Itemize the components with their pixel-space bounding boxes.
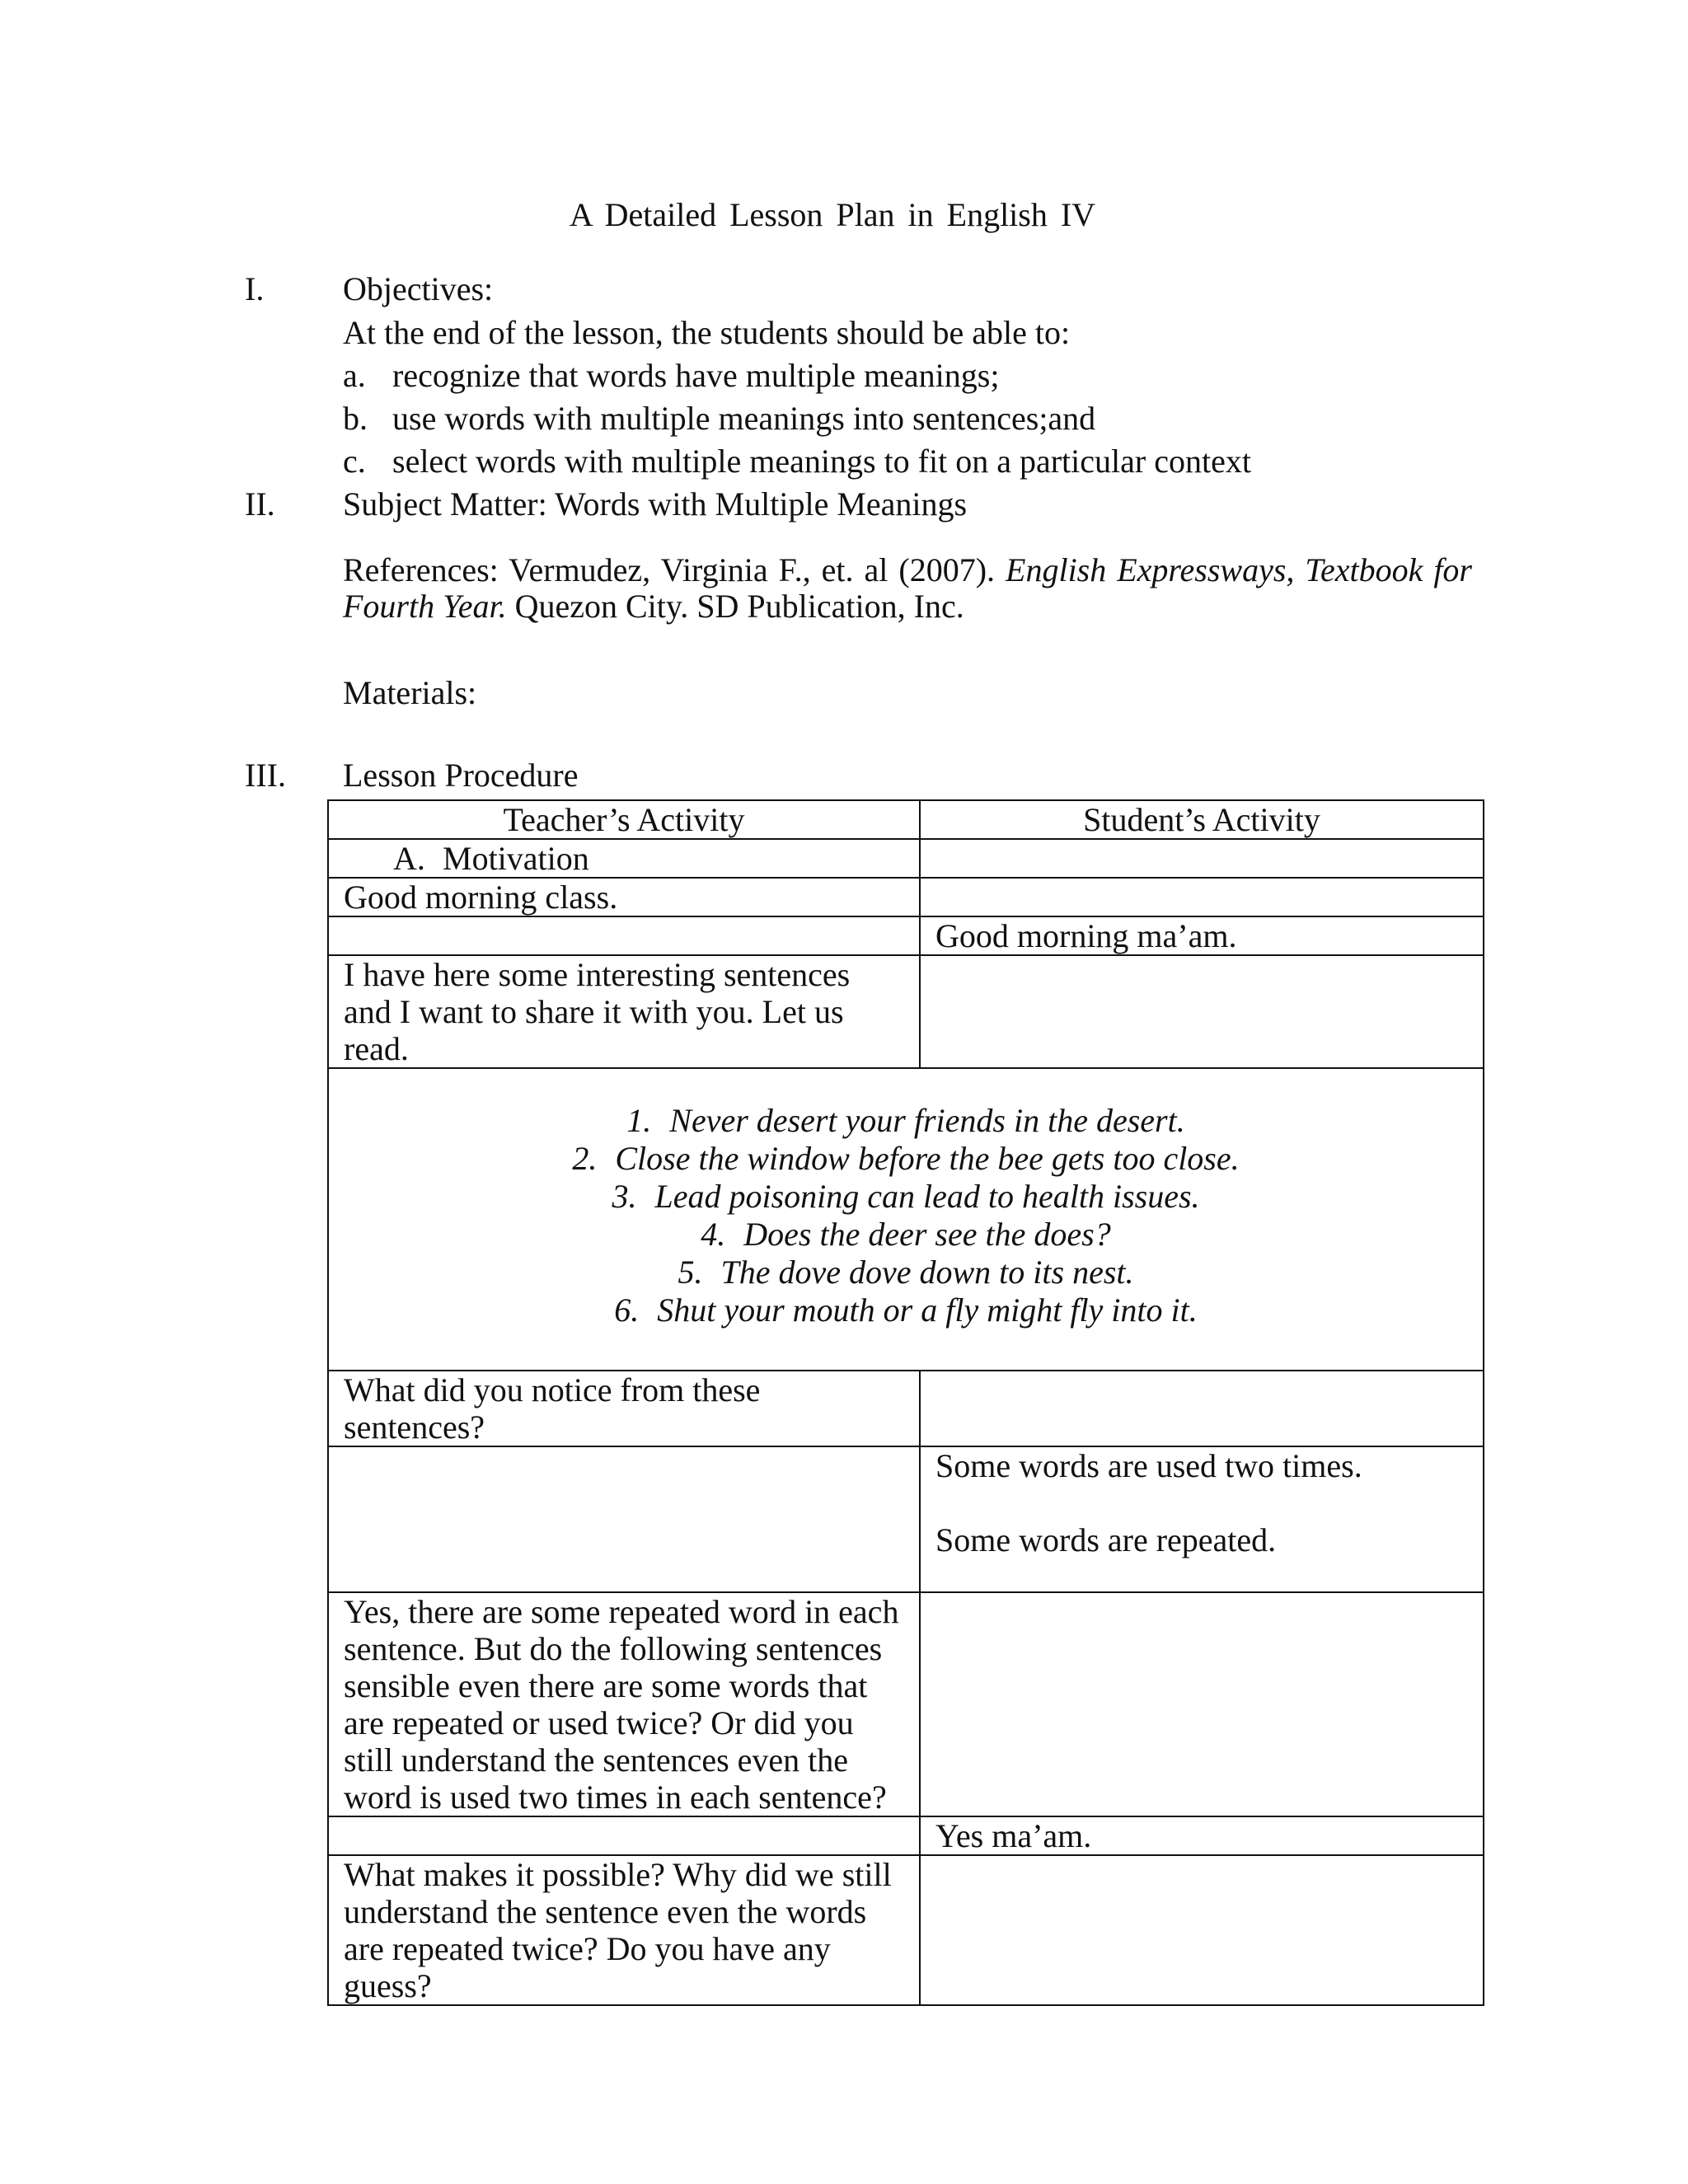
sentence-text: Lead poisoning can lead to health issues. [654, 1178, 1200, 1215]
example-sentence [344, 1291, 1468, 1329]
empty-cell [328, 916, 920, 955]
procedure-heading: Lesson Procedure [343, 757, 579, 794]
table-row [328, 1816, 1484, 1855]
teacher-cell: Good morning class. [328, 878, 920, 916]
student-cell: Good morning ma’am. [920, 916, 1484, 955]
sentence-text: Shut your mouth or a fly might fly into it. [657, 1291, 1198, 1329]
table-header-row [328, 800, 1484, 839]
references-suffix: Quezon City. SD Publication, Inc. [506, 588, 964, 625]
table-row [328, 1371, 1484, 1446]
table-row [328, 878, 1484, 916]
sentence-number: 6. [614, 1291, 640, 1329]
references-prefix: References: Vermudez, Virginia F., et. al (2007). [343, 551, 1006, 588]
section-numeral-procedure: III. [245, 757, 286, 794]
subject-matter-heading: Subject Matter: Words with Multiple Meanings [343, 485, 968, 523]
objective-letter: a. [343, 357, 366, 394]
references-text [343, 552, 1472, 625]
teacher-activity-header: Teacher’s Activity [328, 800, 920, 839]
teacher-cell: What makes it possible? Why did we still understand the sentence even the words are repeated twice? Do you have any guess? [328, 1855, 920, 2005]
objective-text: use words with multiple meanings into sentences;and [392, 400, 1096, 437]
lesson-procedure-table [327, 799, 1484, 2006]
page-title: A Detailed Lesson Plan in English IV [569, 196, 1096, 233]
student-answer: Some words are repeated. [935, 1521, 1277, 1558]
objective-text: select words with multiple meanings to fit on a particular context [392, 443, 1251, 480]
empty-cell [920, 1592, 1484, 1816]
sentence-number: 1. [626, 1102, 652, 1139]
objectives-heading: Objectives: [343, 270, 494, 307]
table-row [328, 1446, 1484, 1592]
empty-cell [920, 955, 1484, 1068]
example-sentence [344, 1102, 1468, 1140]
teacher-cell: Yes, there are some repeated word in each sentence. But do the following sentences sensible even there are some words that are repeated or used twice? Or did you still understand the sentences even the word is used two times in each sentence? [328, 1592, 920, 1816]
objectives-intro: At the end of the lesson, the students should be able to: [343, 314, 1071, 351]
objective-item-a [343, 354, 999, 397]
motivation-letter: A. [393, 840, 425, 877]
materials-label: Materials: [343, 674, 477, 711]
sentence-number: 2. [572, 1140, 598, 1177]
empty-cell [328, 1446, 920, 1592]
objective-item-c [343, 440, 1251, 483]
objective-letter: b. [343, 400, 368, 437]
example-sentence [344, 1178, 1468, 1216]
example-sentence [344, 1216, 1468, 1254]
references-book-title: English Expressways, Textbook for Fourth Year. [343, 551, 1472, 625]
table-row [328, 1592, 1484, 1816]
motivation-text: Motivation [443, 840, 589, 877]
objective-letter: c. [343, 443, 366, 480]
example-sentences-cell [328, 1068, 1484, 1371]
empty-cell [920, 1371, 1484, 1446]
section-numeral-subject: II. [245, 485, 275, 523]
table-row [328, 916, 1484, 955]
sentence-number: 5. [678, 1254, 703, 1291]
sentence-text: The dove dove down to its nest. [720, 1254, 1134, 1291]
sentence-text: Does the deer see the does? [743, 1216, 1111, 1253]
teacher-cell: What did you notice from these sentences? [328, 1371, 920, 1446]
example-sentence [344, 1140, 1468, 1178]
empty-cell [920, 839, 1484, 878]
objective-item-b [343, 397, 1095, 440]
sentence-number: 4. [701, 1216, 726, 1253]
table-row [328, 955, 1484, 1068]
empty-cell [328, 1816, 920, 1855]
table-row [328, 1855, 1484, 2005]
student-cell: Yes ma’am. [920, 1816, 1484, 1855]
sentence-text: Close the window before the bee gets too close. [615, 1140, 1240, 1177]
motivation-label [328, 839, 920, 878]
sentence-text: Never desert your friends in the desert. [669, 1102, 1185, 1139]
table-row [328, 1068, 1484, 1371]
example-sentence [344, 1254, 1468, 1291]
table-row [328, 839, 1484, 878]
teacher-cell: I have here some interesting sentences and I want to share it with you. Let us read. [328, 955, 920, 1068]
section-numeral-objectives: I. [245, 270, 265, 307]
student-answer: Some words are used two times. [935, 1447, 1362, 1484]
empty-cell [920, 878, 1484, 916]
student-activity-header: Student’s Activity [920, 800, 1484, 839]
objective-text: recognize that words have multiple meanings; [392, 357, 1000, 394]
sentence-number: 3. [612, 1178, 637, 1215]
empty-cell [920, 1855, 1484, 2005]
student-cell [920, 1446, 1484, 1592]
